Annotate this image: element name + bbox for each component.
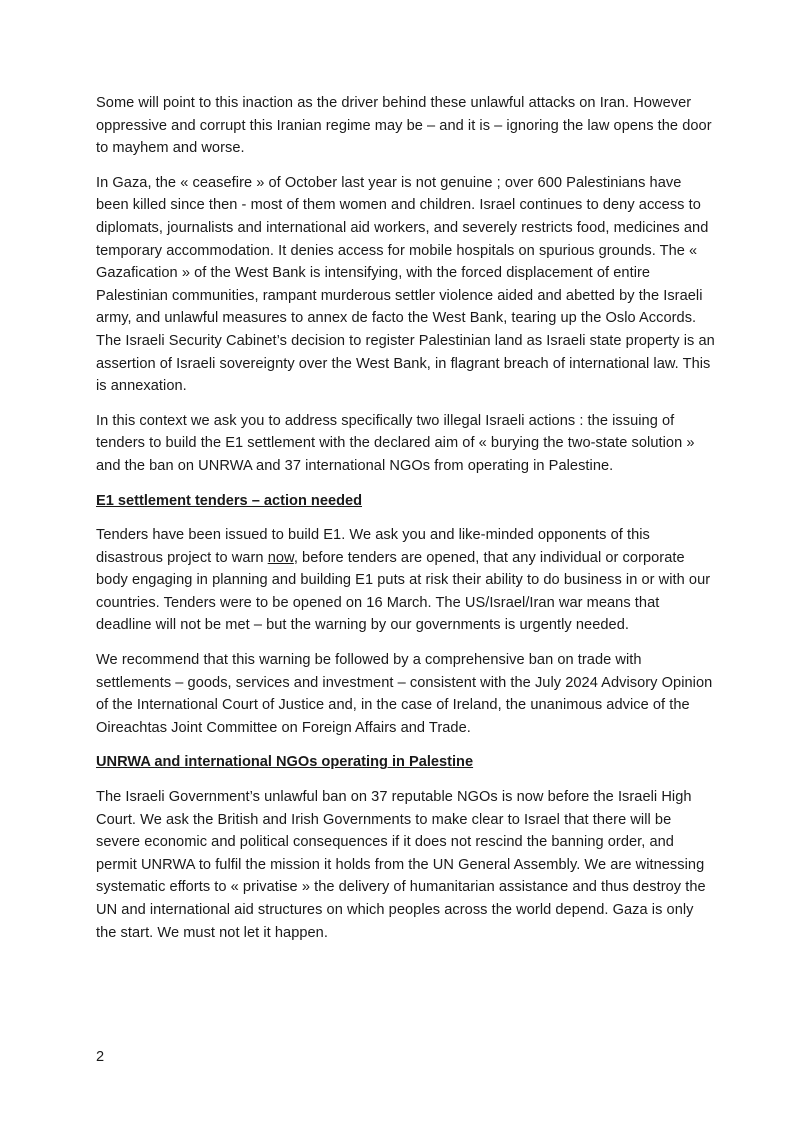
paragraph-ngo-ban: The Israeli Government’s unlawful ban on 37 reputable NGOs is now before the Israeli High Court. We ask the British and Irish Governments to make clear to Israel that there will be severe economic and political consequences if it does not rescind the banning order, and permit UNRWA to fulfil the mission it holds from the UN General Assembly. We are witnessing systematic efforts to « privatise » the delivery of humanitarian assistance and thus destroy the UN and international aid structures on which peoples across the world depend. Gaza is only the start. We must not let it happen. (96, 789, 706, 941)
paragraph-two-illegal-actions: In this context we ask you to address specifically two illegal Israeli actions : the issuing of tenders to build the E1 settlement with the declared aim of « burying the two-state solution » and the ban on UNRWA and 37 international NGOs from operating in Palestine. (96, 412, 695, 474)
paragraph-trade-ban-recommendation: We recommend that this warning be followed by a comprehensive ban on trade with settlements – goods, services and investment – consistent with the July 2024 Advisory Opinion of the International Court of Justice and, in the case of Ireland, the unanimous advice of the Oireachtas Joint Committee on Foreign Affairs and Trade. (96, 652, 713, 736)
paragraph-e1-tenders (96, 524, 716, 637)
paragraph-e1-text-before: Tenders have been issued to build E1. We ask you and like-minded opponents of this disastrous project to warn (96, 527, 650, 566)
heading-e1-settlement-tenders: E1 settlement tenders – action needed (96, 492, 363, 509)
heading-unrwa-ngos: UNRWA and international NGOs operating in Palestine (96, 754, 474, 771)
paragraph-e1-text-after: , before tenders are opened, that any individual or corporate body engaging in planning and building E1 puts at risk their ability to do business in or with our countries. Tenders were to be opened on 16 March. The US/Israel/Iran war means that deadline will not be met – but the warning by our governments is urgently needed. (96, 549, 711, 634)
document-page (96, 92, 716, 956)
paragraph-gaza-ceasefire: In Gaza, the « ceasefire » of October last year is not genuine ; over 600 Palestinians have been killed since then - most of them women and children. Israel continues to deny access to diplomats, journalists and international aid workers, and severely restricts food, medicines and temporary accommodation. It denies access for mobile hospitals on spurious grounds. The « Gazafication » of the West Bank is intensifying, with the forced displacement of entire Palestinian communities, rampant murderous settler violence aided and abetted by the Israeli army, and unlawful measures to annex de facto the West Bank, tearing up the Oslo Accords. The Israeli Security Cabinet’s decision to register Palestinian land as Israeli state property is an assertion of Israeli sovereignty over the West Bank, in flagrant breach of international law. This is annexation. (96, 174, 715, 395)
paragraph-iran-inaction: Some will point to this inaction as the driver behind these unlawful attacks on Iran. However oppressive and corrupt this Iranian regime may be – and it is – ignoring the law opens the door to mayhem and worse. (96, 95, 712, 157)
page-number: 2 (96, 1049, 105, 1065)
underlined-now: now (267, 549, 294, 566)
